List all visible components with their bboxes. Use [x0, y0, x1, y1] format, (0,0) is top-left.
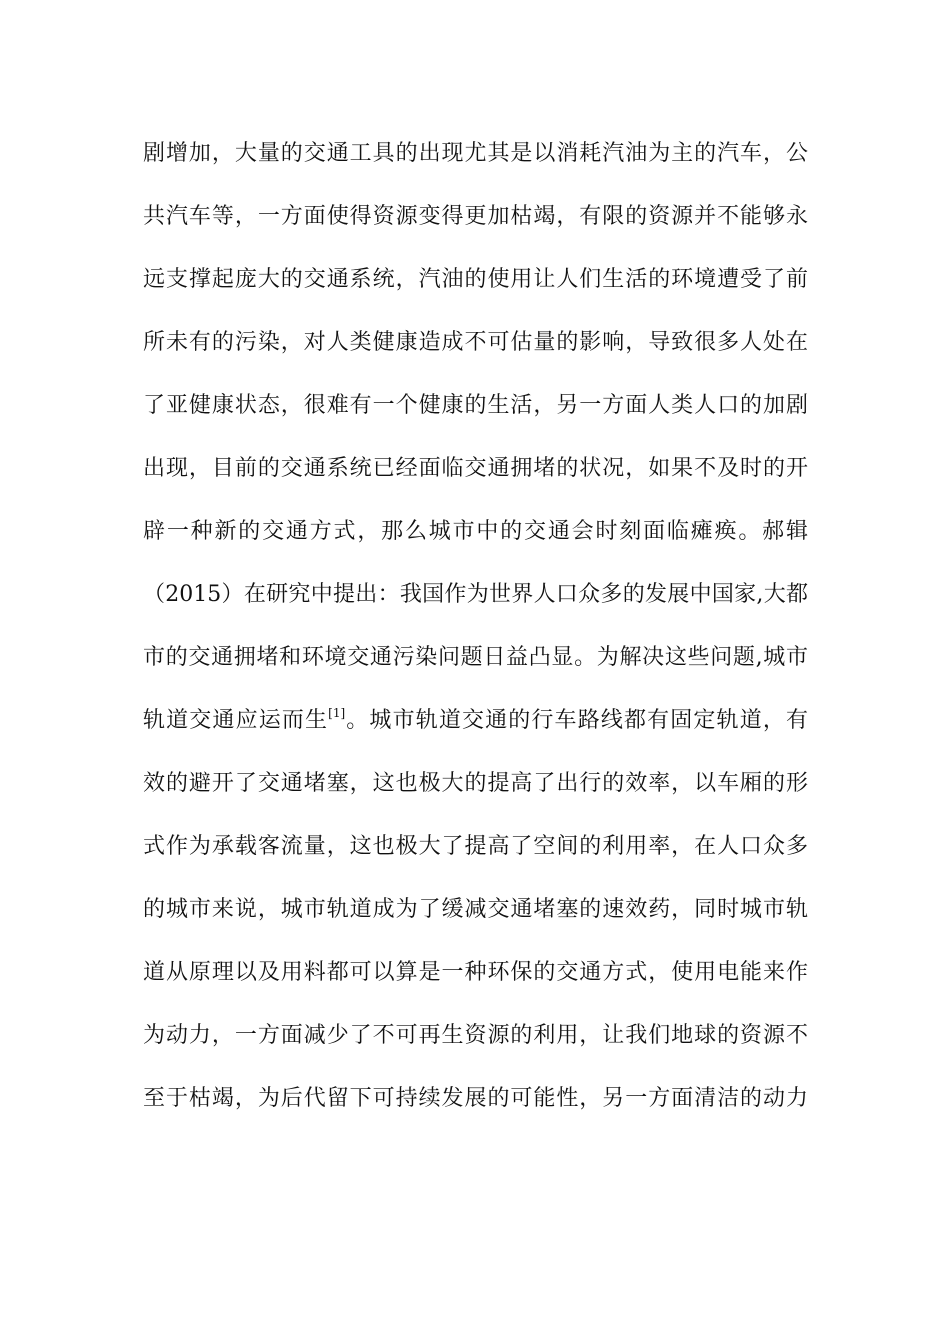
- text-line-6: 出现，目前的交通系统已经面临交通拥堵的状况，如果不及时的开: [143, 456, 808, 481]
- text-line-10-after: 。城市轨道交通的行车路线都有固定轨道，有: [345, 708, 808, 733]
- text-line-15: 为动力，一方面减少了不可再生资源的利用，让我们地球的资源不: [143, 1023, 808, 1048]
- text-line-2: 共汽车等，一方面使得资源变得更加枯竭，有限的资源并不能够永: [143, 204, 808, 229]
- text-line-1: 剧增加，大量的交通工具的出现尤其是以消耗汽油为主的汽车，公: [143, 141, 808, 166]
- text-line-14: 道从原理以及用料都可以算是一种环保的交通方式，使用电能来作: [143, 960, 808, 985]
- text-line-9: 市的交通拥堵和环境交通污染问题日益凸显。为解决这些问题,城市: [143, 645, 808, 670]
- text-line-8: （2015）在研究中提出：我国作为世界人口众多的发展中国家,大都: [143, 582, 808, 607]
- body-paragraph: [143, 131, 808, 1121]
- text-line-5: 了亚健康状态，很难有一个健康的生活，另一方面人类人口的加剧: [143, 393, 808, 418]
- text-line-7: 辟一种新的交通方式，那么城市中的交通会时刻面临瘫痪。郝辑: [143, 519, 808, 544]
- citation-marker: [1]: [328, 705, 346, 720]
- text-line-13: 的城市来说，城市轨道成为了缓减交通堵塞的速效药，同时城市轨: [143, 897, 808, 922]
- text-line-10: [143, 698, 808, 743]
- text-line-10-before: 轨道交通应运而生: [143, 708, 329, 733]
- text-line-4: 所未有的污染，对人类健康造成不可估量的影响，导致很多人处在: [143, 330, 808, 355]
- text-line-16: 至于枯竭，为后代留下可持续发展的可能性，另一方面清洁的动力: [143, 1086, 808, 1111]
- text-line-3: 远支撑起庞大的交通系统，汽油的使用让人们生活的环境遭受了前: [143, 267, 808, 292]
- text-line-12: 式作为承载客流量，这也极大了提高了空间的利用率，在人口众多: [143, 834, 808, 859]
- text-line-11: 效的避开了交通堵塞，这也极大的提高了出行的效率，以车厢的形: [143, 771, 808, 796]
